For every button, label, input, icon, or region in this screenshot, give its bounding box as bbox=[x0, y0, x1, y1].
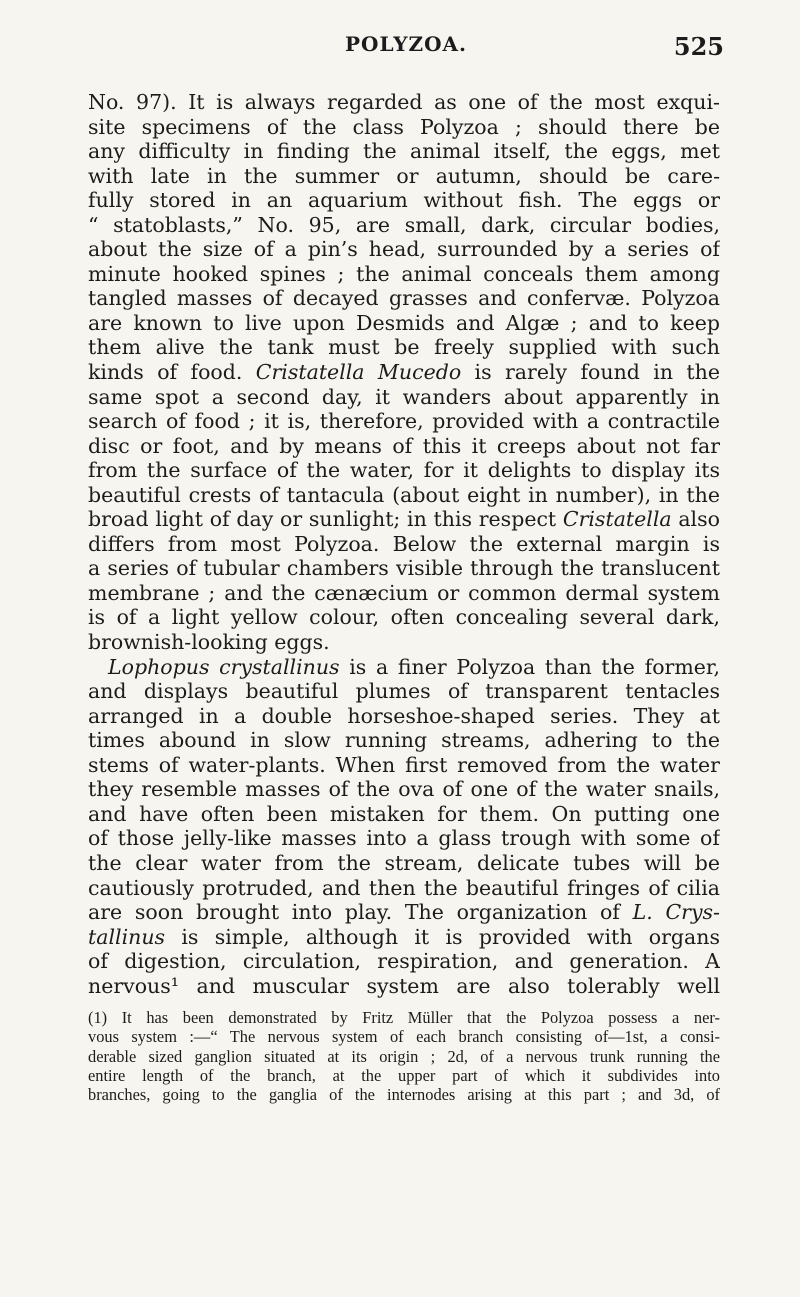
text-line bbox=[88, 556, 720, 581]
page-number: 525 bbox=[673, 32, 724, 61]
footnote-line: derable sized ganglion situated at its origin ; 2d, of a nervous trunk running the bbox=[88, 1046, 720, 1066]
text-run: are soon brought into play. The organization of bbox=[88, 900, 633, 925]
footnote-line: vous system :—“ The nervous system of each branch consisting of—1st, a consi- bbox=[88, 1027, 720, 1047]
text-line bbox=[88, 311, 720, 336]
text-run: stems of water-plants. When first removed from the water bbox=[88, 752, 720, 777]
text-run: and displays beautiful plumes of transparent tentacles bbox=[88, 679, 720, 704]
text-run: tangled masses of decayed grasses and confervæ. Polyzoa bbox=[88, 286, 720, 311]
text-line bbox=[88, 753, 720, 778]
text-run: same spot a second day, it wanders about apparently in bbox=[88, 384, 720, 409]
text-run: nervous¹ and muscular system are also tolerably well bbox=[88, 973, 720, 998]
text-run: is of a light yellow colour, often concealing several dark, bbox=[88, 605, 720, 630]
text-run: search of food ; it is, therefore, provided with a contractile bbox=[88, 409, 720, 434]
text-line bbox=[88, 876, 720, 901]
text-line bbox=[88, 335, 720, 360]
text-run: are known to live upon Desmids and Algæ ; and to keep bbox=[88, 310, 720, 335]
text-run: No. 97). It is always regarded as one of the most exqui- bbox=[88, 90, 720, 114]
text-line bbox=[88, 262, 720, 287]
body-text bbox=[88, 90, 720, 998]
text-run: any difficulty in finding the animal itself, the eggs, met bbox=[88, 139, 720, 164]
text-run: minute hooked spines ; the animal conceals them among bbox=[88, 261, 720, 286]
text-line bbox=[88, 483, 720, 508]
text-line bbox=[88, 286, 720, 311]
page-header bbox=[88, 32, 724, 68]
text-run: brownish-looking eggs. bbox=[88, 630, 330, 655]
italic-text: L. Crys- bbox=[632, 900, 720, 925]
text-line bbox=[88, 139, 720, 164]
text-run: from the surface of the water, for it delights to display its bbox=[88, 458, 720, 483]
italic-text: Cristatella Mucedo bbox=[255, 360, 462, 385]
text-run: they resemble masses of the ova of one of the water snails, bbox=[88, 777, 720, 802]
text-run: broad light of day or sunlight; in this respect bbox=[88, 507, 563, 532]
text-line bbox=[88, 851, 720, 876]
text-run: and have often been mistaken for them. On putting one bbox=[88, 801, 720, 826]
text-line bbox=[88, 581, 720, 606]
text-line bbox=[88, 360, 720, 385]
text-line bbox=[88, 90, 720, 115]
text-line bbox=[88, 826, 720, 851]
text-line bbox=[88, 802, 720, 827]
text-line bbox=[88, 974, 720, 999]
text-run: fully stored in an aquarium without fish. The eggs or bbox=[88, 188, 720, 213]
text-line bbox=[88, 507, 720, 532]
text-run: is a finer Polyzoa than the former, bbox=[339, 654, 720, 679]
text-line bbox=[88, 900, 720, 925]
text-line bbox=[88, 605, 720, 630]
text-run: of digestion, circulation, respiration, and generation. A bbox=[88, 949, 720, 974]
text-run: disc or foot, and by means of this it creeps about not far bbox=[88, 433, 720, 458]
text-run: with late in the summer or autumn, should be care- bbox=[88, 163, 720, 188]
text-line bbox=[88, 777, 720, 802]
text-line bbox=[88, 458, 720, 483]
text-line bbox=[88, 237, 720, 262]
text-line bbox=[88, 679, 720, 704]
text-run: about the size of a pin’s head, surrounded by a series of bbox=[88, 237, 720, 262]
running-head: POLYZOA. bbox=[344, 32, 468, 56]
text-run: a series of tubular chambers visible through the translucent bbox=[88, 556, 720, 581]
text-run: of those jelly-like masses into a glass trough with some of bbox=[88, 826, 720, 851]
italic-text: Cristatella bbox=[562, 507, 672, 532]
text-run: kinds of food. bbox=[88, 360, 256, 385]
text-line bbox=[88, 115, 720, 140]
text-line bbox=[88, 213, 720, 238]
footnote-line: branches, going to the ganglia of the internodes arising at this part ; and 3d, of bbox=[88, 1085, 720, 1105]
text-run: cautiously protruded, and then the beautiful fringes of cilia bbox=[88, 875, 720, 900]
text-line bbox=[88, 164, 720, 189]
text-run: them alive the tank must be freely supplied with such bbox=[88, 335, 720, 360]
text-run: beautiful crests of tantacula (about eight in number), in the bbox=[88, 482, 720, 507]
text-line bbox=[88, 655, 720, 680]
text-line bbox=[88, 188, 720, 213]
text-run: arranged in a double horseshoe-shaped series. They at bbox=[88, 703, 720, 728]
text-line bbox=[88, 409, 720, 434]
text-line bbox=[88, 385, 720, 410]
italic-text: Lophopus crystallinus bbox=[108, 654, 340, 679]
text-run: times abound in slow running streams, adhering to the bbox=[88, 728, 720, 753]
text-run: is simple, although it is provided with organs bbox=[165, 924, 720, 949]
text-run: is rarely found in the bbox=[461, 360, 720, 385]
footnote-line: (1) It has been demonstrated by Fritz Müller that the Polyzoa possess a ner- bbox=[88, 1008, 720, 1027]
text-run: “ statoblasts,” No. 95, are small, dark, circular bodies, bbox=[88, 212, 720, 237]
text-line bbox=[88, 630, 720, 655]
text-line bbox=[88, 704, 720, 729]
text-line bbox=[88, 925, 720, 950]
footnotes bbox=[88, 1008, 720, 1104]
italic-text: tallinus bbox=[88, 924, 166, 949]
text-run: differs from most Polyzoa. Below the external margin is bbox=[88, 531, 720, 556]
text-line bbox=[88, 949, 720, 974]
footnote-line: entire length of the branch, at the upper part of which it subdivides into bbox=[88, 1065, 720, 1085]
text-line bbox=[88, 532, 720, 557]
text-run: site specimens of the class Polyzoa ; should there be bbox=[88, 114, 720, 139]
text-run: also bbox=[671, 507, 720, 532]
text-line bbox=[88, 434, 720, 459]
text-line bbox=[88, 728, 720, 753]
text-run: membrane ; and the cænæcium or common dermal system bbox=[88, 580, 720, 605]
text-run: the clear water from the stream, delicate tubes will be bbox=[88, 850, 720, 875]
